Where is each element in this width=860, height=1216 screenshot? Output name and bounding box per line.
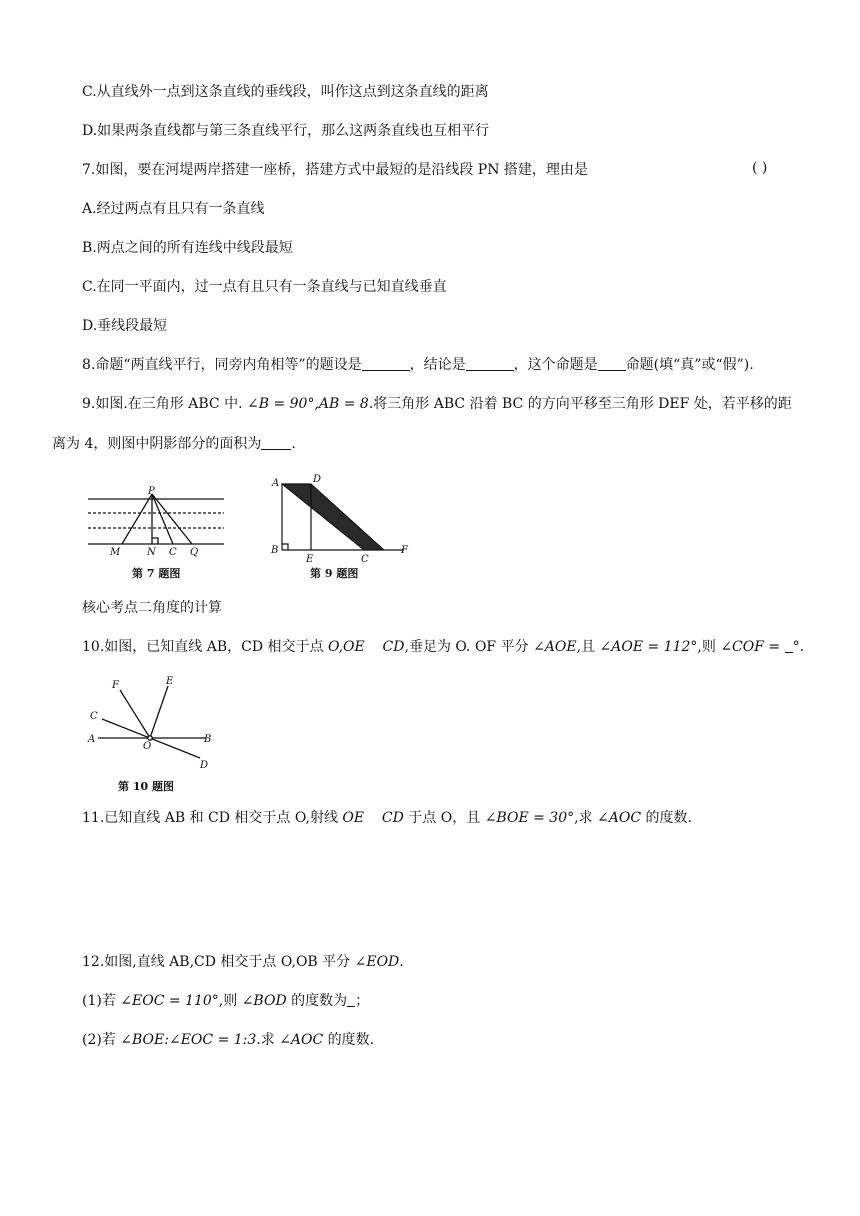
q7-option-a: A.经过两点有且只有一条直线	[82, 201, 265, 217]
q9-stem-line1: 9.如图.在三角形 ABC 中. ∠B = 90°,AB = 8.将三角形 ABC 沿着 BC 的方向平移至三角形 DEF 处，若平移的距	[82, 396, 792, 412]
fig7-label-q: Q	[190, 547, 199, 558]
q12-blank	[347, 992, 355, 1007]
q9-blank	[261, 435, 291, 450]
fig9-label-c: C	[361, 554, 369, 565]
fig10-label-c: C	[90, 711, 98, 722]
fig9-label-a: A	[272, 478, 280, 489]
q11-stem: 11.已知直线 AB 和 CD 相交于点 O,射线 OE CD 于点 O，且 ∠BOE = 30°,求 ∠AOC 的度数.	[82, 810, 692, 826]
q12-subquestion-1: (1)若 ∠EOC = 110°,则 ∠BOD 的度数为 ；	[82, 993, 370, 1009]
q8-blank-conclusion	[466, 356, 514, 371]
q8-stem: 8.命题“两直线平行，同旁内角相等”的题设是 ，结论是 ，这个命题是 命题(填“真”或“假”).	[82, 357, 754, 373]
fig7-label-m: M	[110, 547, 121, 558]
fig9-label-d: D	[313, 474, 322, 485]
fig7-caption: 第 7 题图	[132, 567, 181, 580]
fig10-label-e: E	[166, 676, 174, 687]
section-2-title: 核心考点二角度的计算	[82, 600, 222, 616]
fig10-label-a: A	[88, 734, 96, 745]
q6-option-d: D.如果两条直线都与第三条直线平行，那么这两条直线也互相平行	[82, 123, 490, 139]
q6-option-c: C.从直线外一点到这条直线的垂线段，叫作这点到这条直线的距离	[82, 84, 489, 100]
q7-stem: 7.如图，要在河堤两岸搭建一座桥，搭建方式中最短的是沿线段 PN 搭建，理由是	[82, 162, 588, 178]
fig10-label-b: B	[204, 734, 212, 745]
q8-blank-premise	[362, 356, 410, 371]
fig7-label-p: P	[148, 486, 155, 497]
q7-option-c: C.在同一平面内，过一点有且只有一条直线与已知直线垂直	[82, 279, 447, 295]
q10-stem: 10.如图，已知直线 AB，CD 相交于点 O,OE CD,垂足为 O. OF 平分 ∠AOE,且 ∠AOE = 112°,则 ∠COF = °.	[82, 639, 805, 655]
figure-9	[268, 472, 416, 584]
q12-stem: 12.如图,直线 AB,CD 相交于点 O,OB 平分 ∠EOD.	[82, 954, 404, 970]
q8-blank-truth	[598, 356, 626, 371]
fig7-label-n: N	[147, 547, 156, 558]
q7-option-d: D.垂线段最短	[82, 318, 168, 334]
fig9-label-e: E	[306, 554, 314, 565]
figure-7	[82, 472, 232, 584]
q7-option-b: B.两点之间的所有连线中线段最短	[82, 240, 293, 256]
fig9-label-b: B	[271, 545, 279, 556]
q12-subquestion-2: (2)若 ∠BOE:∠EOC = 1:3.求 ∠AOC 的度数.	[82, 1032, 375, 1048]
fig10-label-f: F	[112, 680, 119, 691]
fig10-label-o: O	[143, 741, 152, 752]
fig10-caption: 第 10 题图	[118, 780, 174, 793]
fig10-label-d: D	[200, 760, 209, 771]
q10-blank	[785, 638, 793, 653]
fig9-caption: 第 9 题图	[310, 567, 359, 580]
fig9-label-f: F	[401, 545, 408, 556]
figure-10	[82, 672, 222, 796]
fig7-label-c: C	[169, 547, 177, 558]
fig9-shaded-region	[282, 484, 384, 550]
q7-answer-paren: ( )	[752, 160, 768, 176]
q9-stem-line2: 离为 4，则图中阴影部分的面积为 .	[52, 436, 296, 452]
